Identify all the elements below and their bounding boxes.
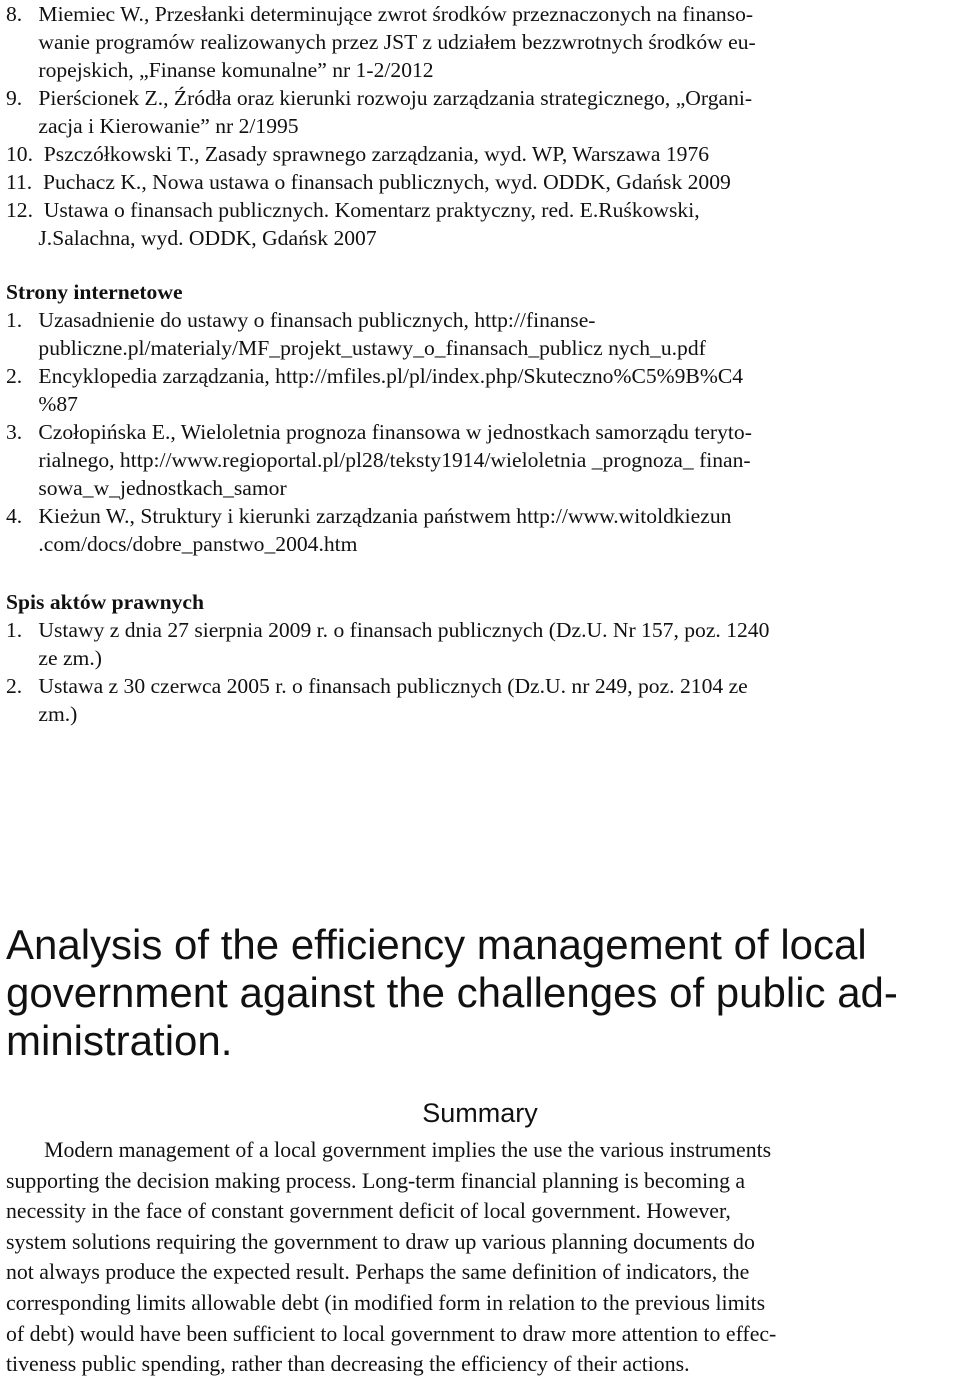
website-line: %87 bbox=[6, 392, 78, 416]
legal-act-line: zm.) bbox=[6, 702, 78, 726]
english-title bbox=[6, 921, 958, 1065]
website-line: .com/docs/dobre_panstwo_2004.htm bbox=[6, 532, 358, 556]
summary-line: corresponding limits allowable debt (in modified form in relation to the previous limits bbox=[6, 1290, 766, 1315]
summary-line: supporting the decision making process. Long-term financial planning is becoming a bbox=[6, 1168, 746, 1193]
bibliography-line: 9. Pierścionek Z., Źródła oraz kierunki rozwoju zarządzania strategicznego, „Organi- bbox=[6, 86, 753, 110]
title-line: government against the challenges of public ad- bbox=[6, 969, 898, 1016]
website-line: 2. Encyklopedia zarządzania, http://mfiles.pl/pl/index.php/Skuteczno%C5%9B%C4 bbox=[6, 364, 744, 388]
legal-act-line: 2. Ustawa z 30 czerwca 2005 r. o finansach publicznych (Dz.U. nr 249, poz. 2104 ze bbox=[6, 674, 748, 698]
bibliography-line: wanie programów realizowanych przez JST z udziałem bezzwrotnych środków eu- bbox=[6, 30, 756, 54]
website-line: sowa_w_jednostkach_samor bbox=[6, 476, 287, 500]
summary-line: of debt) would have been sufficient to local government to draw more attention to effec- bbox=[6, 1321, 777, 1346]
summary-line: tiveness public spending, rather than decreasing the efficiency of their actions. bbox=[6, 1352, 690, 1377]
websites-heading: Strony internetowe bbox=[6, 280, 183, 304]
website-line: 1. Uzasadnienie do ustawy o finansach publicznych, http://finanse- bbox=[6, 308, 596, 332]
legal-acts-list bbox=[6, 616, 956, 728]
bibliography-line: 12. Ustawa o finansach publicznych. Komentarz praktyczny, red. E.Ruśkowski, bbox=[6, 198, 700, 222]
summary-line: not always produce the expected result. Perhaps the same definition of indicators, the bbox=[6, 1260, 750, 1285]
website-line: 4. Kieżun W., Struktury i kierunki zarządzania państwem http://www.witoldkiezun bbox=[6, 504, 732, 528]
bibliography-line: 10. Pszczółkowski T., Zasady sprawnego zarządzania, wyd. WP, Warszawa 1976 bbox=[6, 142, 710, 166]
title-line: ministration. bbox=[6, 1017, 233, 1064]
website-line: 3. Czołopińska E., Wieloletnia prognoza finansowa w jednostkach samorządu teryto- bbox=[6, 420, 752, 444]
summary-line: necessity in the face of constant government deficit of local government. However, bbox=[6, 1199, 731, 1224]
summary-line: Modern management of a local government implies the use the various instruments bbox=[6, 1138, 772, 1162]
bibliography-line: 11. Puchacz K., Nowa ustawa o finansach publicznych, wyd. ODDK, Gdańsk 2009 bbox=[6, 170, 731, 194]
document-page bbox=[6, 0, 956, 728]
bibliography-line: zacja i Kierowanie” nr 2/1995 bbox=[6, 114, 299, 138]
legal-act-line: ze zm.) bbox=[6, 646, 102, 670]
website-line: rialnego, http://www.regioportal.pl/pl28/teksty1914/wieloletnia _prognoza_ finan- bbox=[6, 448, 751, 472]
bibliography-line: 8. Miemiec W., Przesłanki determinujące zwrot środków przeznaczonych na finanso- bbox=[6, 2, 754, 26]
websites-list bbox=[6, 306, 956, 558]
summary-line: system solutions requiring the government to draw up various planning documents do bbox=[6, 1229, 755, 1254]
legal-act-line: 1. Ustawy z dnia 27 sierpnia 2009 r. o finansach publicznych (Dz.U. Nr 157, poz. 1240 bbox=[6, 618, 770, 642]
bibliography-line: ropejskich, „Finanse komunalne” nr 1-2/2012 bbox=[6, 58, 434, 82]
website-line: publiczne.pl/materialy/MF_projekt_ustawy_o_finansach_publicz nych_u.pdf bbox=[6, 336, 706, 360]
title-line: Analysis of the efficiency management of local bbox=[6, 921, 867, 968]
bibliography-list bbox=[6, 0, 956, 252]
summary-heading: Summary bbox=[422, 1098, 538, 1128]
legal-acts-heading: Spis aktów prawnych bbox=[6, 590, 204, 614]
summary-paragraph bbox=[6, 1135, 958, 1380]
bibliography-line: J.Salachna, wyd. ODDK, Gdańsk 2007 bbox=[6, 226, 377, 250]
